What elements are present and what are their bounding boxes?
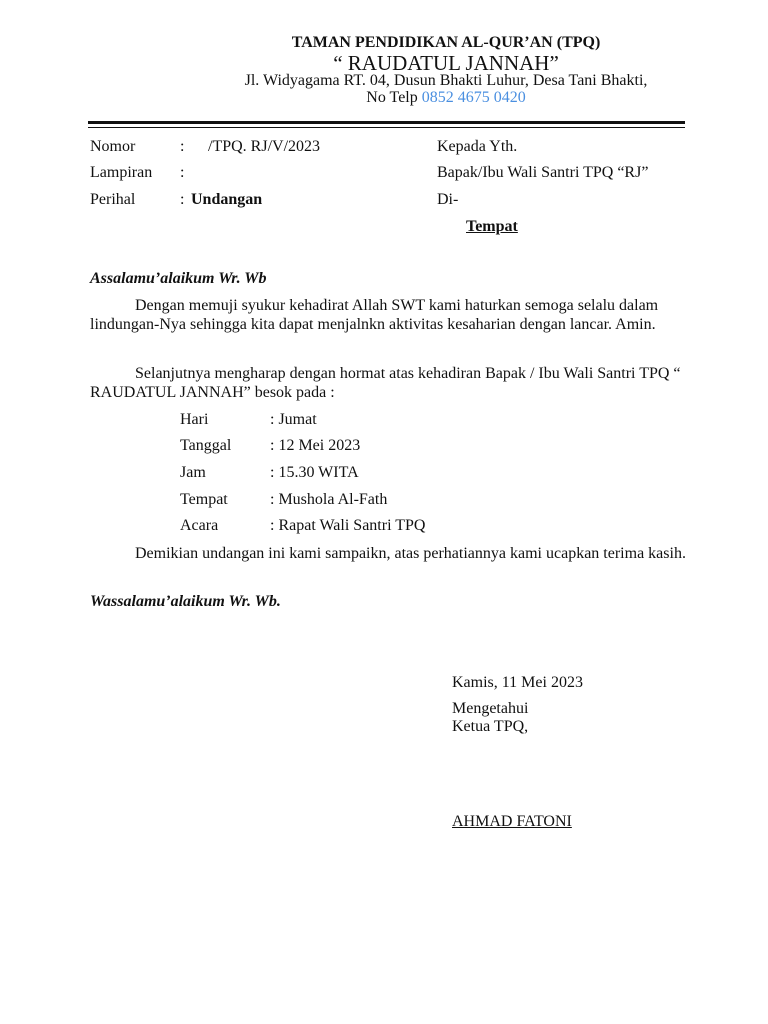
paragraph-invitation: Selanjutnya mengharap dengan hormat atas kehadiran Bapak / Ibu Wali Santri TPQ “ RAUDATUL JANNAH” besok pada : [90, 365, 681, 401]
school-name: “ RAUDATUL JANNAH” [333, 51, 559, 75]
recipient-name: Bapak/Ibu Wali Santri TPQ “RJ” [437, 164, 649, 181]
detail-label-jam: Jam [180, 464, 206, 481]
paragraph-opening: Dengan memuji syukur kehadirat Allah SWT kami haturkan semoga selalu dalam lindungan-Nya sehingga kita dapat menjalnkn aktivitas kesaharian dengan lancar. Amin. [90, 297, 659, 333]
org-name: TAMAN PENDIDIKAN AL-QUR’AN (TPQ) [291, 34, 601, 51]
recipient-place: Tempat [466, 218, 518, 235]
recipient-salutation: Kepada Yth. [437, 138, 518, 155]
detail-value-acara: : Rapat Wali Santri TPQ [270, 517, 426, 534]
paragraph-closing: Demikian undangan ini kami sampaikn, atas perhatiannya kami ucapkan terima kasih. [135, 545, 686, 562]
detail-label-acara: Acara [180, 517, 219, 534]
signature-date: Kamis, 11 Mei 2023 [452, 674, 583, 691]
lampiran-label: Lampiran [90, 164, 153, 181]
recipient-di: Di- [437, 191, 459, 208]
nomor-label: Nomor [90, 138, 136, 155]
signature-acknowledge: Mengetahui [452, 700, 529, 717]
nomor-value: /TPQ. RJ/V/2023 [208, 138, 321, 155]
detail-value-tanggal: : 12 Mei 2023 [270, 437, 361, 454]
signature-name: AHMAD FATONI [452, 813, 572, 830]
lampiran-colon: : [180, 164, 185, 181]
header-divider-thin [88, 127, 685, 128]
detail-label-hari: Hari [180, 411, 209, 428]
perihal-value: Undangan [191, 191, 263, 208]
perihal-label: Perihal [90, 191, 136, 208]
nomor-colon: : [180, 138, 185, 155]
detail-label-tempat: Tempat [180, 491, 228, 508]
signature-position: Ketua TPQ, [452, 718, 529, 735]
address: Jl. Widyagama RT. 04, Dusun Bhakti Luhur, Desa Tani Bhakti, [244, 72, 648, 89]
phone-number: 0852 4675 0420 [421, 89, 526, 106]
detail-label-tanggal: Tanggal [180, 437, 232, 454]
detail-value-hari: : Jumat [270, 411, 317, 428]
phone-label: No Telp [366, 89, 418, 106]
perihal-colon: : [180, 191, 185, 208]
greeting: Assalamu’alaikum Wr. Wb [90, 270, 267, 287]
closing-greeting: Wassalamu’alaikum Wr. Wb. [90, 593, 281, 610]
detail-value-tempat: : Mushola Al-Fath [270, 491, 388, 508]
header-divider-thick [88, 121, 685, 124]
phone-line [0, 89, 768, 107]
detail-value-jam: : 15.30 WITA [270, 464, 359, 481]
